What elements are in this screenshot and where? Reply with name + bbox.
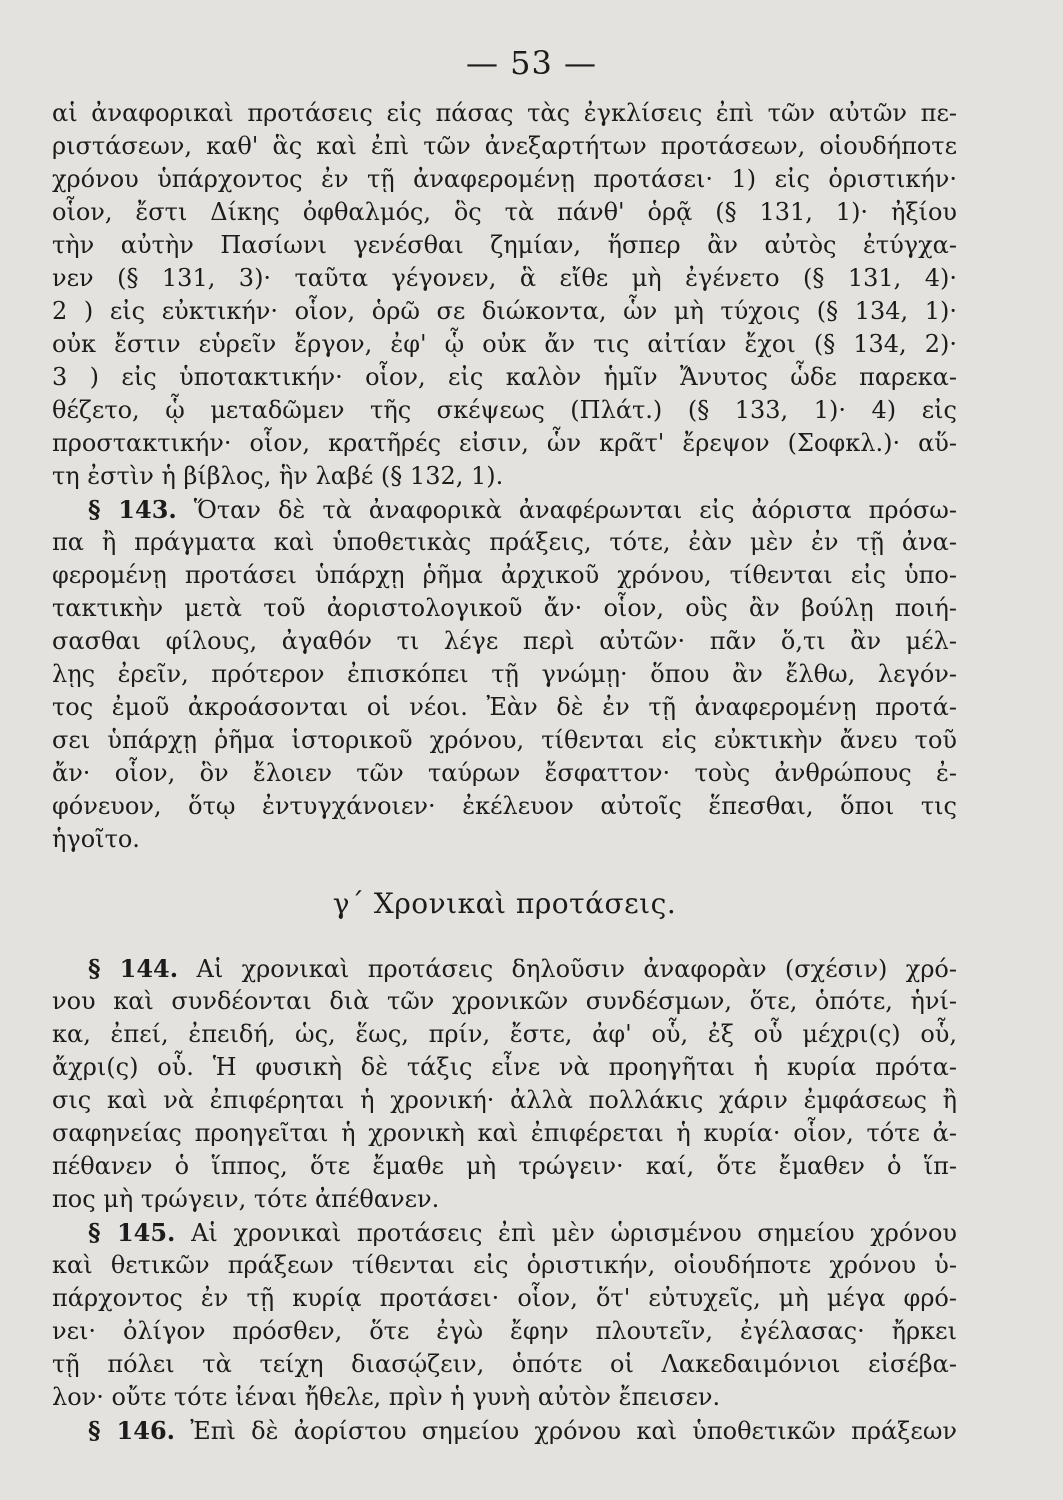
text-line: πος μὴ τρώγειν, τότε ἀπέθανεν. bbox=[52, 1185, 440, 1213]
section-first-line bbox=[52, 952, 957, 985]
text-line: ἄχρι(ς) οὗ. Ἡ φυσικὴ δὲ τάξις εἶνε νὰ προηγῆται ἡ κυρία πρότα- bbox=[52, 1053, 957, 1081]
section-number: § 145. bbox=[88, 1218, 176, 1247]
text-line: πάρχοντος ἐν τῇ κυρίᾳ προτάσει· οἷον, ὅτ' εὐτυχεῖς, μὴ μέγα φρό- bbox=[52, 1284, 957, 1312]
text-line: τακτικὴν μετὰ τοῦ ἀοριστολογικοῦ ἄν· οἷον, οὓς ἂν βούλῃ ποιή- bbox=[52, 594, 957, 622]
text-line: νου καὶ συνδέονται διὰ τῶν χρονικῶν συνδέσμων, ὅτε, ὁπότε, ἡνί- bbox=[52, 987, 957, 1015]
section-143 bbox=[52, 493, 957, 856]
paragraph-relative-clauses bbox=[52, 97, 957, 493]
section-text: Ὅταν δὲ τὰ ἀναφορικὰ ἀναφέρωνται εἰς ἀόριστα πρόσω- bbox=[193, 496, 957, 524]
section-number: § 143. bbox=[88, 495, 177, 524]
section-number: § 146. bbox=[88, 1416, 175, 1445]
section-text: Αἱ χρονικαὶ προτάσεις ἐπὶ μὲν ὡρισμένου σημείου χρόνου bbox=[191, 1219, 957, 1247]
text-line: νει· ὀλίγον πρόσθεν, ὅτε ἐγὼ ἔφην πλουτεῖν, ἐγέλασας· ἤρκει bbox=[52, 1317, 957, 1345]
text-line: σασθαι φίλους, ἀγαθόν τι λέγε περὶ αὐτῶν· πᾶν ὅ,τι ἂν μέλ- bbox=[52, 627, 957, 655]
text-line: τος ἐμοῦ ἀκροάσονται οἱ νέοι. Ἐὰν δὲ ἐν τῇ ἀναφερομένῃ προτά- bbox=[52, 693, 957, 721]
text-line: σει ὑπάρχῃ ῥῆμα ἱστορικοῦ χρόνου, τίθενται εἰς εὐκτικὴν ἄνευ τοῦ bbox=[52, 726, 957, 754]
text-line: αἱ ἀναφορικαὶ προτάσεις εἰς πάσας τὰς ἐγκλίσεις ἐπὶ τῶν αὐτῶν πε- bbox=[52, 99, 957, 127]
section-144 bbox=[52, 952, 957, 1216]
text-line: φόνευον, ὅτῳ ἐντυγχάνοιεν· ἐκέλευον αὐτοῖς ἕπεσθαι, ὅποι τις bbox=[52, 792, 957, 820]
text-line: κα, ἐπεί, ἐπειδή, ὡς, ἕως, πρίν, ἔστε, ἀφ' οὗ, ἐξ οὗ μέχρι(ς) οὗ, bbox=[52, 1020, 957, 1048]
section-number: § 144. bbox=[88, 954, 179, 983]
text-line: φερομένῃ προτάσει ὑπάρχῃ ῥῆμα ἀρχικοῦ χρόνου, τίθενται εἰς ὑπο- bbox=[52, 561, 957, 589]
text-line: τη ἐστὶν ἡ βίβλος, ἣν λαβέ (§ 132, 1). bbox=[52, 462, 504, 490]
text-line: 2 ) εἰς εὐκτικήν· οἷον, ὁρῶ σε διώκοντα, ὧν μὴ τύχοις (§ 134, 1)· bbox=[52, 297, 957, 325]
text-line: θέζετο, ᾧ μεταδῶμεν τῆς σκέψεως (Πλάτ.) (§ 133, 1)· 4) εἰς bbox=[52, 396, 957, 424]
text-line: τῇ πόλει τὰ τείχη διασῴζειν, ὁπότε οἱ Λακεδαιμόνιοι εἰσέβα- bbox=[52, 1350, 957, 1378]
section-145 bbox=[52, 1216, 957, 1414]
text-line: πα ἢ πράγματα καὶ ὑποθετικὰς πράξεις, τότε, ἐὰν μὲν ἐν τῇ ἀνα- bbox=[52, 528, 957, 556]
text-line: λον· οὔτε τότε ἰέναι ἤθελε, πρὶν ἡ γυνὴ αὐτὸν ἔπεισεν. bbox=[52, 1383, 721, 1411]
text-line: σαφηνείας προηγεῖται ἡ χρονικὴ καὶ ἐπιφέρεται ἡ κυρία· οἷον, τότε ἀ- bbox=[52, 1119, 957, 1147]
text-line: οὐκ ἔστιν εὑρεῖν ἔργον, ἐφ' ᾧ οὐκ ἄν τις αἰτίαν ἔχοι (§ 134, 2)· bbox=[52, 330, 957, 358]
text-line: προστακτικήν· οἷον, κρατῆρές εἰσιν, ὧν κρᾶτ' ἔρεψον (Σοφκλ.)· αὕ- bbox=[52, 429, 957, 457]
section-text: Ἐπὶ δὲ ἀορίστου σημείου χρόνου καὶ ὑποθετικῶν πράξεων bbox=[190, 1417, 957, 1445]
section-146 bbox=[52, 1414, 957, 1447]
section-first-line bbox=[52, 493, 957, 526]
section-first-line bbox=[52, 1216, 957, 1249]
text-line: νεν (§ 131, 3)· ταῦτα γέγονεν, ἃ εἴθε μὴ ἐγένετο (§ 131, 4)· bbox=[52, 264, 957, 292]
text-line: οἷον, ἔστι Δίκης ὀφθαλμός, ὃς τὰ πάνθ' ὁρᾷ (§ 131, 1)· ἠξίου bbox=[52, 198, 957, 226]
text-line: 3 ) εἰς ὑποτακτικήν· οἷον, εἰς καλὸν ἡμῖν Ἄνυτος ὧδε παρεκα- bbox=[52, 363, 957, 391]
text-line: πέθανεν ὁ ἵππος, ὅτε ἔμαθε μὴ τρώγειν· καί, ὅτε ἔμαθεν ὁ ἵπ- bbox=[52, 1152, 957, 1180]
section-first-line bbox=[52, 1414, 957, 1447]
text-line: σις καὶ νὰ ἐπιφέρηται ἡ χρονική· ἀλλὰ πολλάκις χάριν ἐμφάσεως ἢ bbox=[52, 1086, 957, 1114]
text-line: χρόνου ὑπάρχοντος ἐν τῇ ἀναφερομένῃ προτάσει· 1) εἰς ὁριστικήν· bbox=[52, 165, 957, 193]
text-line: ἄν· οἷον, ὃν ἔλοιεν τῶν ταύρων ἔσφαττον· τοὺς ἀνθρώπους ἐ- bbox=[52, 759, 957, 787]
text-line: ριστάσεων, καθ' ἃς καὶ ἐπὶ τῶν ἀνεξαρτήτων προτάσεων, οἱουδήποτε bbox=[52, 132, 957, 160]
text-line: καὶ θετικῶν πράξεων τίθενται εἰς ὁριστικήν, οἱουδήποτε χρόνου ὑ- bbox=[52, 1251, 957, 1279]
page-body bbox=[52, 97, 957, 1447]
section-heading: γ΄ Χρονικαὶ προτάσεις. bbox=[332, 887, 677, 920]
text-line: λῃς ἐρεῖν, πρότερον ἐπισκόπει τῇ γνώμῃ· ὅπου ἂν ἔλθω, λεγόν- bbox=[52, 660, 957, 688]
text-line: τὴν αὐτὴν Πασίωνι γενέσθαι ζημίαν, ἥσπερ ἂν αὐτὸς ἐτύγχα- bbox=[52, 231, 957, 259]
section-text: Αἱ χρονικαὶ προτάσεις δηλοῦσιν ἀναφορὰν (σχέσιν) χρό- bbox=[196, 955, 957, 983]
page-number: — 53 — bbox=[465, 44, 598, 82]
text-line: ἡγοῖτο. bbox=[52, 825, 140, 853]
